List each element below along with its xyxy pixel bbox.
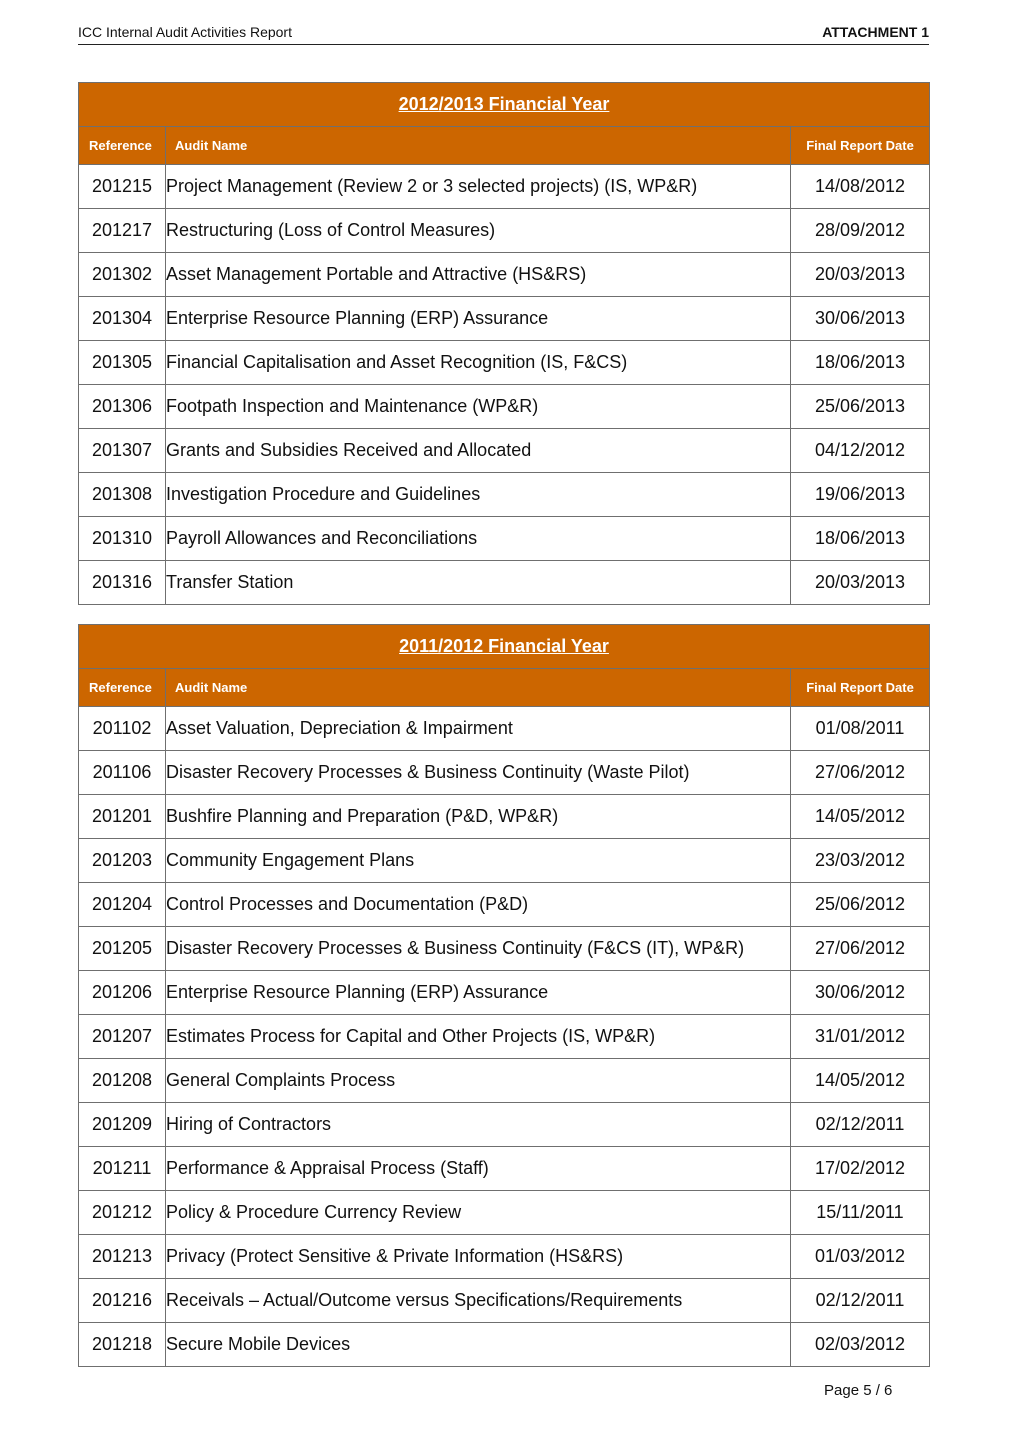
table-row: [79, 707, 930, 751]
table-row: [79, 751, 930, 795]
reference-cell: 201306: [79, 385, 166, 429]
report-date-cell: 14/05/2012: [791, 1059, 930, 1103]
audit-name-cell: Enterprise Resource Planning (ERP) Assurance: [166, 971, 791, 1015]
reference-cell: 201207: [79, 1015, 166, 1059]
audit-name-cell: Transfer Station: [166, 561, 791, 605]
audit-name-cell: Bushfire Planning and Preparation (P&D, WP&R): [166, 795, 791, 839]
reference-cell: 201212: [79, 1191, 166, 1235]
audit-name-cell: Investigation Procedure and Guidelines: [166, 473, 791, 517]
section-title: 2011/2012 Financial Year: [79, 625, 930, 669]
audit-name-cell: Policy & Procedure Currency Review: [166, 1191, 791, 1235]
table-row: [79, 927, 930, 971]
table-row: [79, 795, 930, 839]
table-row: [79, 473, 930, 517]
table-row: [79, 1147, 930, 1191]
reference-cell: 201209: [79, 1103, 166, 1147]
report-date-cell: 28/09/2012: [791, 209, 930, 253]
table-row: [79, 165, 930, 209]
table-title-row: [79, 625, 930, 669]
audit-name-cell: Disaster Recovery Processes & Business Continuity (Waste Pilot): [166, 751, 791, 795]
report-date-cell: 02/03/2012: [791, 1323, 930, 1367]
audit-name-cell: Payroll Allowances and Reconciliations: [166, 517, 791, 561]
audit-name-cell: Financial Capitalisation and Asset Recognition (IS, F&CS): [166, 341, 791, 385]
table-row: [79, 1059, 930, 1103]
reference-cell: 201208: [79, 1059, 166, 1103]
reference-cell: 201217: [79, 209, 166, 253]
reference-cell: 201304: [79, 297, 166, 341]
table-row: [79, 341, 930, 385]
report-date-cell: 02/12/2011: [791, 1103, 930, 1147]
table-row: [79, 429, 930, 473]
section-title: 2012/2013 Financial Year: [79, 83, 930, 127]
report-date-cell: 25/06/2012: [791, 883, 930, 927]
column-header-audit-name: Audit Name: [166, 669, 791, 707]
column-header-row: [79, 669, 930, 707]
report-date-cell: 27/06/2012: [791, 751, 930, 795]
reference-cell: 201310: [79, 517, 166, 561]
table-row: [79, 517, 930, 561]
table-row: [79, 1235, 930, 1279]
reference-cell: 201307: [79, 429, 166, 473]
audit-name-cell: Control Processes and Documentation (P&D): [166, 883, 791, 927]
column-header-row: [79, 127, 930, 165]
audit-name-cell: Asset Valuation, Depreciation & Impairment: [166, 707, 791, 751]
reference-cell: 201102: [79, 707, 166, 751]
audit-name-cell: Hiring of Contractors: [166, 1103, 791, 1147]
reference-cell: 201305: [79, 341, 166, 385]
report-date-cell: 23/03/2012: [791, 839, 930, 883]
reference-cell: 201106: [79, 751, 166, 795]
report-date-cell: 18/06/2013: [791, 341, 930, 385]
reference-cell: 201308: [79, 473, 166, 517]
audit-name-cell: Secure Mobile Devices: [166, 1323, 791, 1367]
report-date-cell: 02/12/2011: [791, 1279, 930, 1323]
report-date-cell: 15/11/2011: [791, 1191, 930, 1235]
report-date-cell: 17/02/2012: [791, 1147, 930, 1191]
attachment-label: ATTACHMENT 1: [822, 24, 929, 40]
table-row: [79, 1103, 930, 1147]
table-row: [79, 1279, 930, 1323]
audit-name-cell: Restructuring (Loss of Control Measures): [166, 209, 791, 253]
report-date-cell: 14/08/2012: [791, 165, 930, 209]
audit-name-cell: Receivals – Actual/Outcome versus Specifications/Requirements: [166, 1279, 791, 1323]
reference-cell: 201205: [79, 927, 166, 971]
report-date-cell: 01/03/2012: [791, 1235, 930, 1279]
column-header-reference: Reference: [79, 669, 166, 707]
reference-cell: 201203: [79, 839, 166, 883]
report-date-cell: 19/06/2013: [791, 473, 930, 517]
table-row: [79, 971, 930, 1015]
report-date-cell: 18/06/2013: [791, 517, 930, 561]
reference-cell: 201216: [79, 1279, 166, 1323]
report-date-cell: 20/03/2013: [791, 561, 930, 605]
table-row: [79, 1015, 930, 1059]
table-row: [79, 839, 930, 883]
report-date-cell: 30/06/2012: [791, 971, 930, 1015]
table-row: [79, 883, 930, 927]
table-row: [79, 297, 930, 341]
reference-cell: 201302: [79, 253, 166, 297]
reference-cell: 201218: [79, 1323, 166, 1367]
audit-name-cell: Footpath Inspection and Maintenance (WP&R): [166, 385, 791, 429]
report-date-cell: 04/12/2012: [791, 429, 930, 473]
table-row: [79, 1191, 930, 1235]
audit-name-cell: Enterprise Resource Planning (ERP) Assurance: [166, 297, 791, 341]
document-title: ICC Internal Audit Activities Report: [78, 24, 292, 40]
page-header: [78, 22, 929, 45]
audit-name-cell: Estimates Process for Capital and Other Projects (IS, WP&R): [166, 1015, 791, 1059]
column-header-final-report-date: Final Report Date: [791, 127, 930, 165]
table-row: [79, 1323, 930, 1367]
audit-table-2012-2013: [78, 82, 930, 605]
column-header-audit-name: Audit Name: [166, 127, 791, 165]
audit-name-cell: Performance & Appraisal Process (Staff): [166, 1147, 791, 1191]
audit-name-cell: General Complaints Process: [166, 1059, 791, 1103]
column-header-reference: Reference: [79, 127, 166, 165]
reference-cell: 201316: [79, 561, 166, 605]
reference-cell: 201204: [79, 883, 166, 927]
table-row: [79, 253, 930, 297]
reference-cell: 201215: [79, 165, 166, 209]
report-date-cell: 01/08/2011: [791, 707, 930, 751]
report-date-cell: 31/01/2012: [791, 1015, 930, 1059]
report-date-cell: 20/03/2013: [791, 253, 930, 297]
page-number: Page 5 / 6: [824, 1382, 893, 1399]
report-date-cell: 25/06/2013: [791, 385, 930, 429]
audit-name-cell: Project Management (Review 2 or 3 selected projects) (IS, WP&R): [166, 165, 791, 209]
audit-table-2011-2012: [78, 624, 930, 1367]
reference-cell: 201201: [79, 795, 166, 839]
report-date-cell: 30/06/2013: [791, 297, 930, 341]
reference-cell: 201211: [79, 1147, 166, 1191]
audit-name-cell: Disaster Recovery Processes & Business Continuity (F&CS (IT), WP&R): [166, 927, 791, 971]
audit-name-cell: Community Engagement Plans: [166, 839, 791, 883]
report-date-cell: 27/06/2012: [791, 927, 930, 971]
audit-name-cell: Asset Management Portable and Attractive (HS&RS): [166, 253, 791, 297]
column-header-final-report-date: Final Report Date: [791, 669, 930, 707]
reference-cell: 201213: [79, 1235, 166, 1279]
table-title-row: [79, 83, 930, 127]
reference-cell: 201206: [79, 971, 166, 1015]
table-row: [79, 209, 930, 253]
report-date-cell: 14/05/2012: [791, 795, 930, 839]
table-row: [79, 385, 930, 429]
audit-name-cell: Privacy (Protect Sensitive & Private Information (HS&RS): [166, 1235, 791, 1279]
audit-name-cell: Grants and Subsidies Received and Allocated: [166, 429, 791, 473]
table-row: [79, 561, 930, 605]
